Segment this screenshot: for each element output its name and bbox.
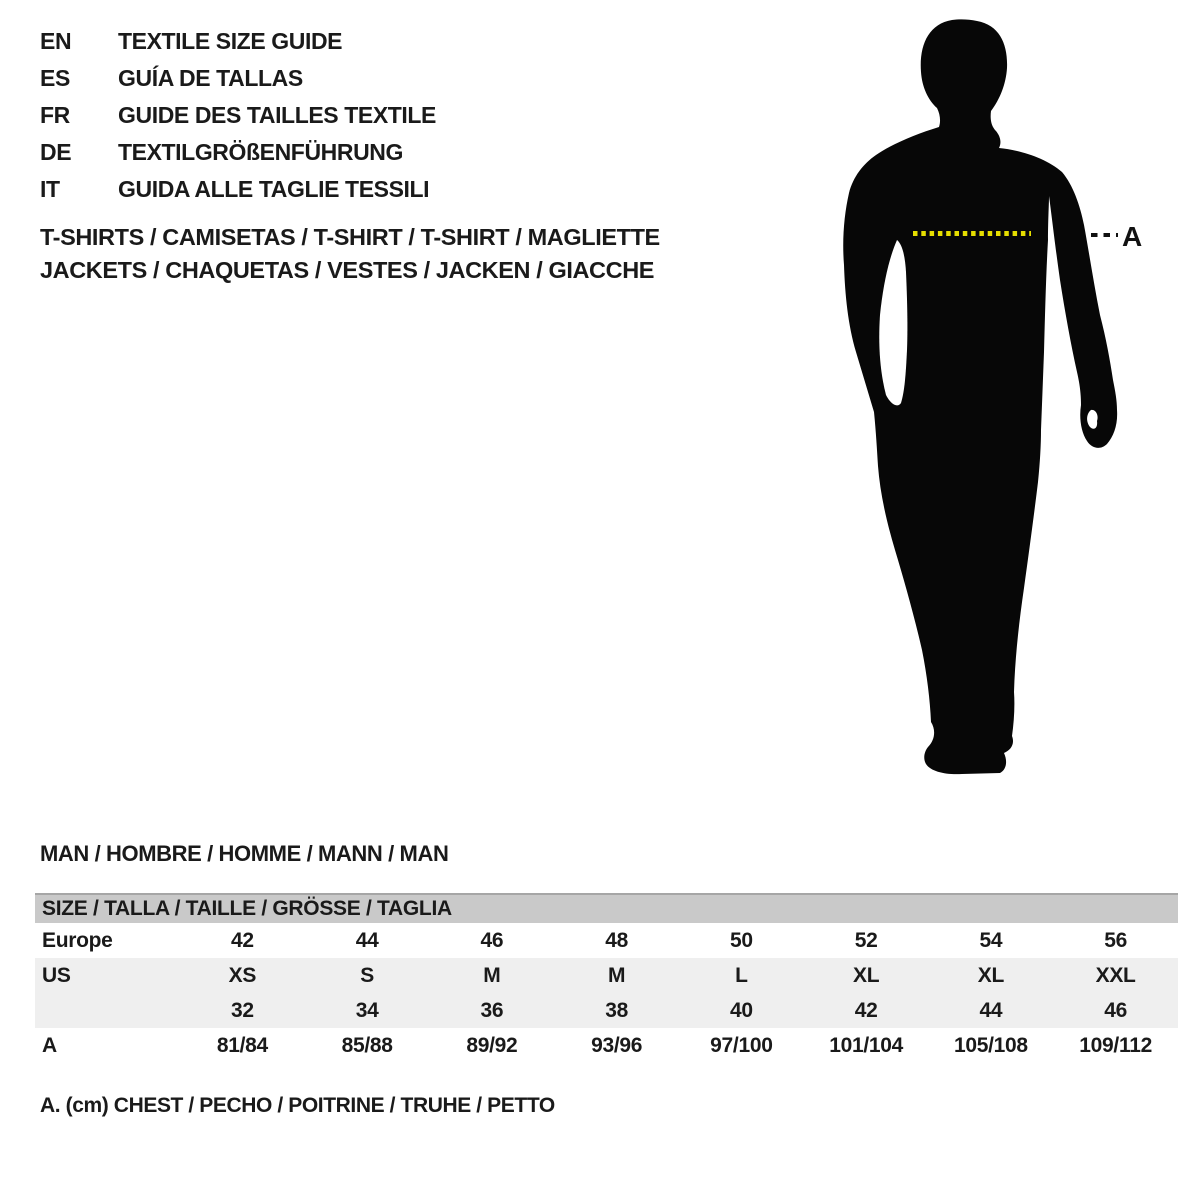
- size-table-header: SIZE / TALLA / TAILLE / GRÖSSE / TAGLIA: [35, 893, 1178, 923]
- table-row-chest: [35, 1028, 1178, 1063]
- table-cell: 40: [729, 998, 753, 1022]
- table-cell: 97/100: [710, 1033, 773, 1057]
- measure-label: A: [1122, 221, 1143, 252]
- table-cell: XL: [853, 963, 880, 987]
- table-cell: 32: [230, 998, 254, 1022]
- table-cell: 42: [230, 928, 254, 952]
- language-row: [40, 23, 436, 60]
- table-cell: 34: [355, 998, 379, 1022]
- language-title-list: [40, 23, 436, 208]
- language-code: EN: [40, 28, 72, 54]
- table-cell: 46: [480, 928, 504, 952]
- section-title: MAN / HOMBRE / HOMME / MANN / MAN: [40, 841, 449, 866]
- language-row: [40, 134, 436, 171]
- size-table: [35, 893, 1178, 1063]
- row-label: US: [42, 963, 71, 987]
- table-cell: 109/112: [1079, 1033, 1152, 1057]
- language-row: [40, 171, 436, 208]
- table-cell: 44: [355, 928, 379, 952]
- table-cell: XXL: [1095, 963, 1136, 987]
- table-cell: 48: [605, 928, 628, 952]
- language-row: [40, 60, 436, 97]
- language-title: GUIDA ALLE TAGLIE TESSILI: [118, 176, 430, 202]
- product-categories: [40, 221, 660, 287]
- table-cell: 36: [480, 998, 504, 1022]
- table-cell: XS: [228, 963, 257, 987]
- table-cell: 52: [854, 928, 878, 952]
- table-cell: 44: [979, 998, 1003, 1022]
- table-cell: S: [360, 963, 374, 987]
- table-cell: 81/84: [216, 1033, 268, 1057]
- table-cell: 50: [729, 928, 753, 952]
- language-title: TEXTILE SIZE GUIDE: [118, 28, 343, 54]
- language-code: FR: [40, 102, 70, 128]
- table-cell: XL: [977, 963, 1004, 987]
- language-code: DE: [40, 139, 72, 165]
- language-code: ES: [40, 65, 70, 91]
- category-line-jackets: JACKETS / CHAQUETAS / VESTES / JACKEN / GIACCHE: [40, 257, 655, 283]
- language-code: IT: [40, 176, 60, 202]
- table-row-numeric: [35, 993, 1178, 1028]
- language-row: [40, 97, 436, 134]
- table-cell: 42: [854, 998, 878, 1022]
- man-silhouette-figure: [820, 0, 1200, 800]
- table-cell: 38: [605, 998, 628, 1022]
- row-label: Europe: [42, 928, 113, 952]
- table-row-europe: [35, 923, 1178, 958]
- table-cell: 101/104: [829, 1033, 904, 1057]
- table-cell: 85/88: [341, 1033, 393, 1057]
- table-cell: 46: [1104, 998, 1127, 1022]
- table-cell: 105/108: [953, 1033, 1028, 1057]
- language-title: TEXTILGRÖßENFÜHRUNG: [118, 139, 403, 165]
- measurement-footnote: A. (cm) CHEST / PECHO / POITRINE / TRUHE / PETTO: [40, 1094, 555, 1117]
- table-cell: M: [483, 963, 501, 987]
- table-row-us: [35, 958, 1178, 993]
- table-cell: L: [735, 963, 748, 987]
- man-silhouette: [843, 19, 1117, 774]
- table-cell: 54: [979, 928, 1003, 952]
- row-label: A: [42, 1033, 57, 1057]
- table-cell: 56: [1104, 928, 1127, 952]
- table-cell: M: [608, 963, 626, 987]
- language-title: GUIDE DES TAILLES TEXTILE: [118, 102, 436, 128]
- table-cell: 93/96: [591, 1033, 643, 1057]
- category-line-tshirts: T-SHIRTS / CAMISETAS / T-SHIRT / T-SHIRT / MAGLIETTE: [40, 224, 660, 250]
- table-cell: 89/92: [466, 1033, 518, 1057]
- language-title: GUÍA DE TALLAS: [118, 65, 303, 91]
